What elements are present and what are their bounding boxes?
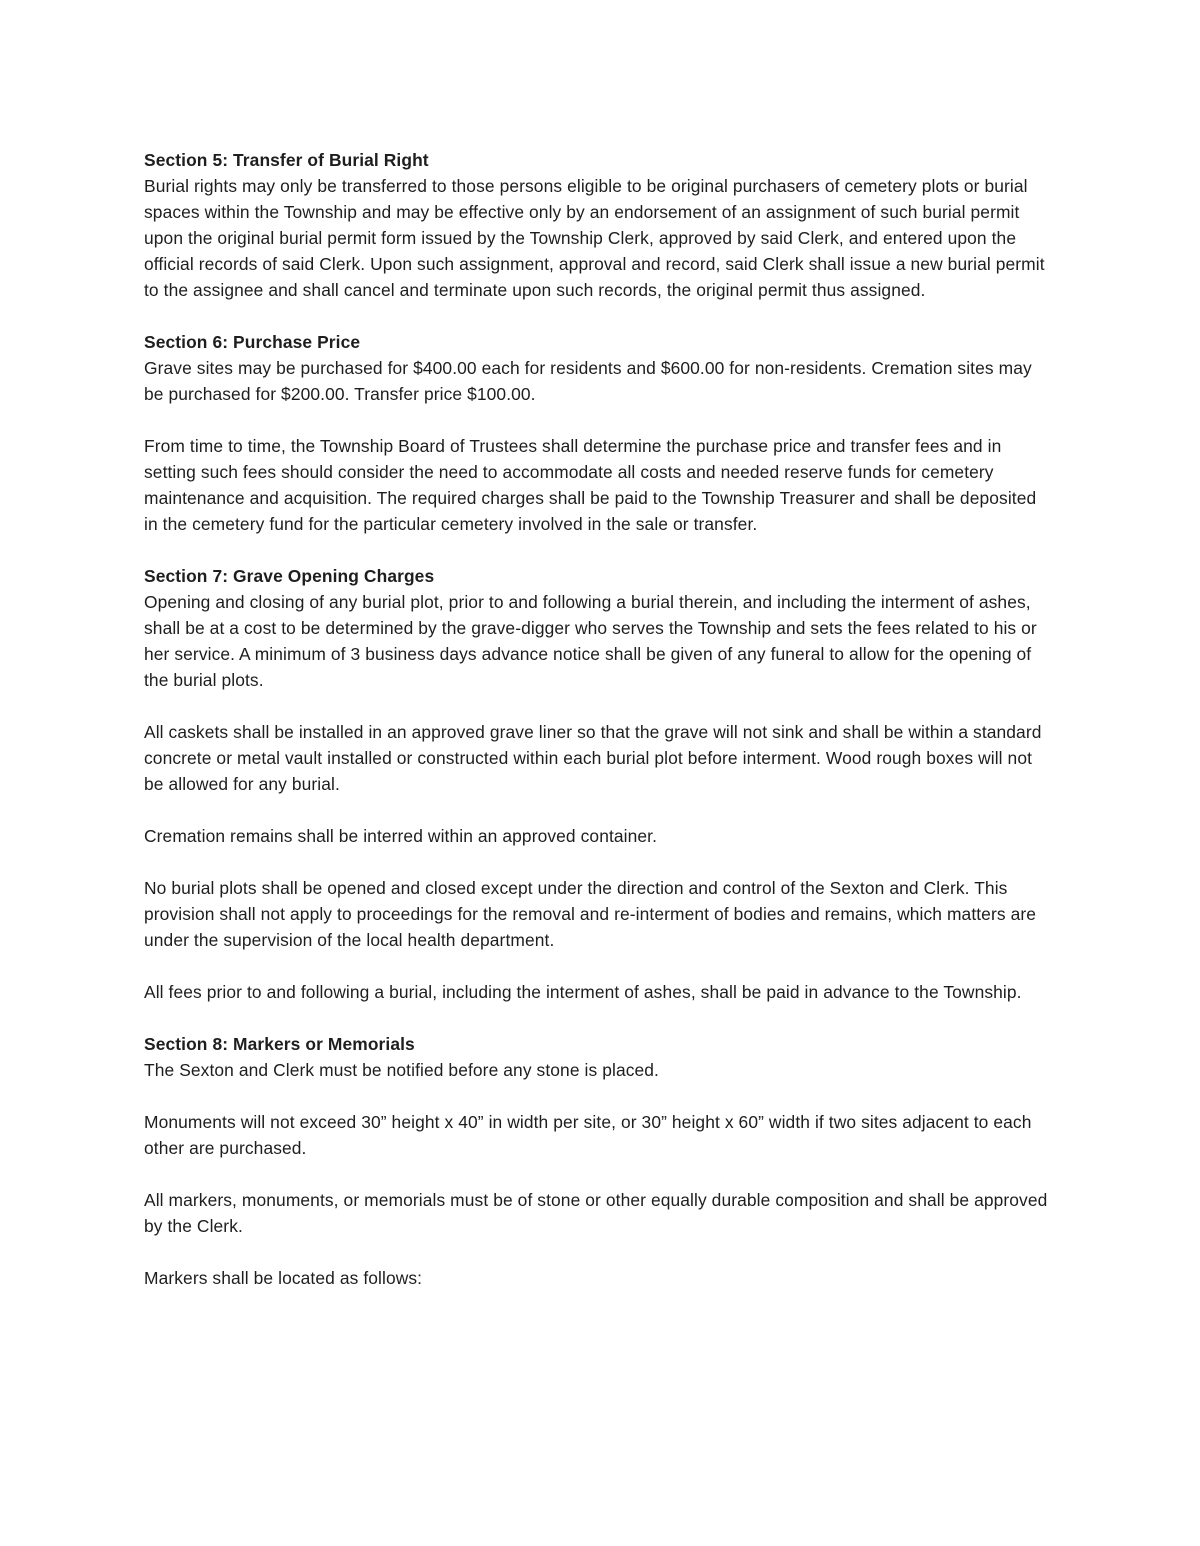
section-paragraph: Grave sites may be purchased for $400.00 each for residents and $600.00 for non-residents. Cremation sites may be purchased for $200.00. Transfer price $100.00. [144,358,1032,404]
section-paragraph: Cremation remains shall be interred within an approved container. [144,826,658,846]
section-paragraph: Monuments will not exceed 30” height x 40” in width per site, or 30” height x 60” width if two sites adjacent to each other are purchased. [144,1112,1032,1158]
section-heading: Section 8: Markers or Memorials [144,1034,415,1054]
section-paragraph: Opening and closing of any burial plot, prior to and following a burial therein, and including the interment of ashes, shall be at a cost to be determined by the grave-digger who serves the Township and sets the fees related to his or her service. A minimum of 3 business days advance notice shall be given of any funeral to allow for the opening of the burial plots. [144,592,1037,690]
section-paragraph: Markers shall be located as follows: [144,1268,423,1288]
section-paragraph: No burial plots shall be opened and closed except under the direction and control of the Sexton and Clerk. This provision shall not apply to proceedings for the removal and re-interment of bodies and remains, which matters are under the supervision of the local health department. [144,878,1037,950]
section-paragraph: The Sexton and Clerk must be notified before any stone is placed. [144,1060,659,1080]
document-body [144,147,1049,1291]
section-heading: Section 5: Transfer of Burial Right [144,150,429,170]
section-heading: Section 7: Grave Opening Charges [144,566,435,586]
section-heading: Section 6: Purchase Price [144,332,361,352]
section-8 [144,1031,1049,1291]
section-paragraph: All markers, monuments, or memorials must be of stone or other equally durable composition and shall be approved by the Clerk. [144,1190,1048,1236]
section-5 [144,147,1049,303]
section-paragraph: Burial rights may only be transferred to those persons eligible to be original purchasers of cemetery plots or burial spaces within the Township and may be effective only by an endorsement of an assignment of such burial permit upon the original burial permit form issued by the Township Clerk, approved by said Clerk, and entered upon the official records of said Clerk. Upon such assignment, approval and record, said Clerk shall issue a new burial permit to the assignee and shall cancel and terminate upon such records, the original permit thus assigned. [144,176,1045,300]
section-6 [144,329,1049,537]
section-paragraph: All caskets shall be installed in an approved grave liner so that the grave will not sink and shall be within a standard concrete or metal vault installed or constructed within each burial plot before interment. Wood rough boxes will not be allowed for any burial. [144,722,1042,794]
section-paragraph: From time to time, the Township Board of Trustees shall determine the purchase price and transfer fees and in setting such fees should consider the need to accommodate all costs and needed reserve funds for cemetery maintenance and acquisition. The required charges shall be paid to the Township Treasurer and shall be deposited in the cemetery fund for the particular cemetery involved in the sale or transfer. [144,436,1037,534]
section-7 [144,563,1049,1005]
section-paragraph: All fees prior to and following a burial, including the interment of ashes, shall be paid in advance to the Township. [144,982,1022,1002]
